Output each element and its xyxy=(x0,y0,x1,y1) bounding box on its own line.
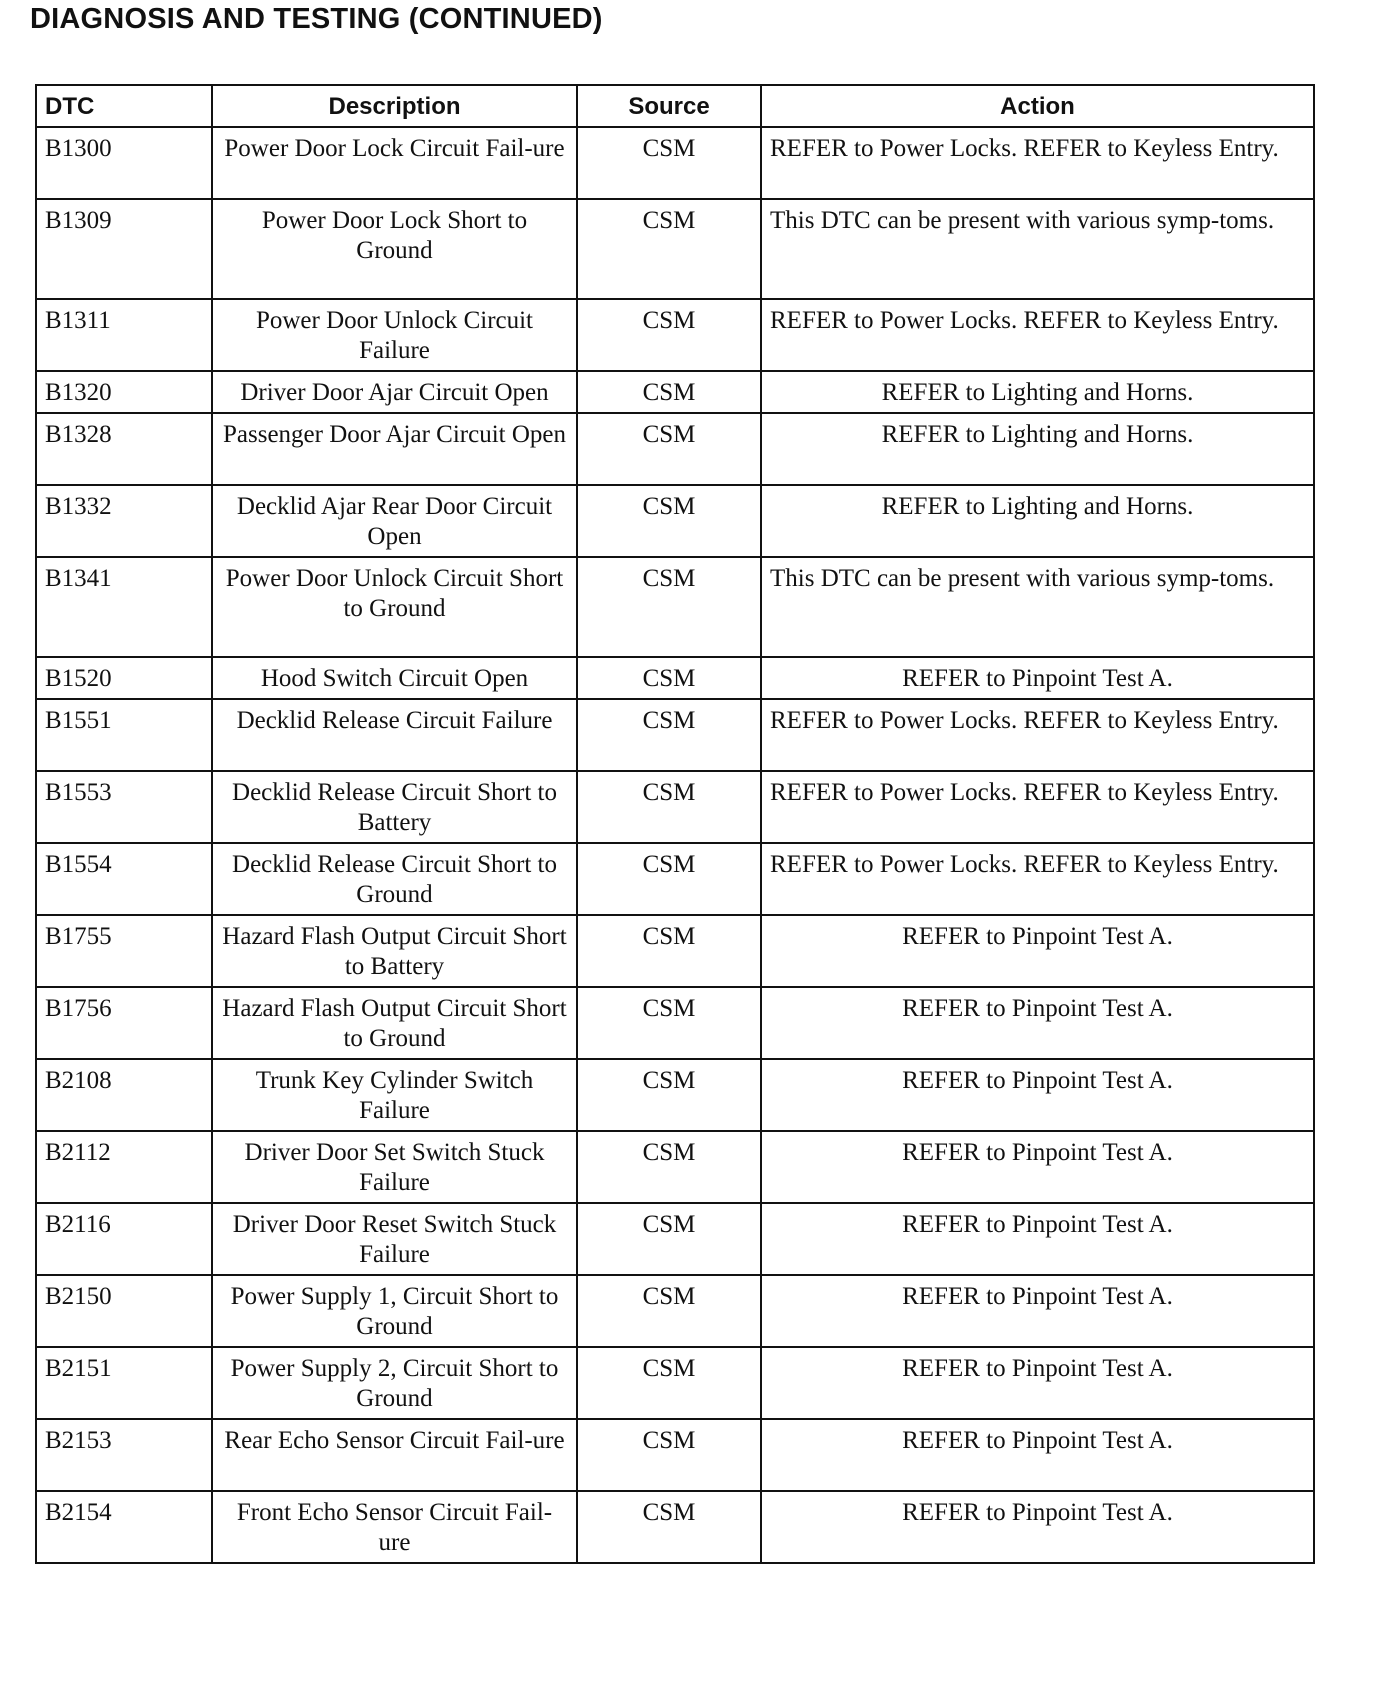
dtc-action: REFER to Pinpoint Test A. xyxy=(761,657,1314,699)
table-row xyxy=(36,843,1314,915)
dtc-description: Driver Door Set Switch Stuck Failure xyxy=(212,1131,577,1203)
dtc-description: Decklid Release Circuit Short to Ground xyxy=(212,843,577,915)
dtc-description: Power Door Unlock Circuit Short to Ground xyxy=(212,557,577,657)
dtc-code: B2150 xyxy=(36,1275,212,1347)
dtc-action: REFER to Pinpoint Test A. xyxy=(761,1275,1314,1347)
dtc-source: CSM xyxy=(577,557,761,657)
table-row xyxy=(36,657,1314,699)
dtc-code: B1311 xyxy=(36,299,212,371)
table-row xyxy=(36,371,1314,413)
dtc-description: Decklid Release Circuit Failure xyxy=(212,699,577,771)
dtc-code: B1332 xyxy=(36,485,212,557)
table-row xyxy=(36,1491,1314,1563)
dtc-source: CSM xyxy=(577,1419,761,1491)
table-row xyxy=(36,299,1314,371)
dtc-code: B1756 xyxy=(36,987,212,1059)
table-row xyxy=(36,485,1314,557)
dtc-source: CSM xyxy=(577,1275,761,1347)
dtc-action: REFER to Power Locks. REFER to Keyless Entry. xyxy=(761,843,1314,915)
dtc-code: B2112 xyxy=(36,1131,212,1203)
dtc-code: B2154 xyxy=(36,1491,212,1563)
dtc-action: This DTC can be present with various symp-toms. xyxy=(761,199,1314,299)
table-row xyxy=(36,1059,1314,1131)
dtc-source: CSM xyxy=(577,485,761,557)
dtc-source: CSM xyxy=(577,1203,761,1275)
dtc-source: CSM xyxy=(577,1491,761,1563)
dtc-code: B2153 xyxy=(36,1419,212,1491)
table-row xyxy=(36,915,1314,987)
dtc-description: Power Supply 1, Circuit Short to Ground xyxy=(212,1275,577,1347)
table-row xyxy=(36,699,1314,771)
dtc-description: Front Echo Sensor Circuit Fail-ure xyxy=(212,1491,577,1563)
dtc-source: CSM xyxy=(577,657,761,699)
dtc-description: Hazard Flash Output Circuit Short to Battery xyxy=(212,915,577,987)
dtc-action: This DTC can be present with various symp-toms. xyxy=(761,557,1314,657)
dtc-action: REFER to Pinpoint Test A. xyxy=(761,915,1314,987)
dtc-description: Trunk Key Cylinder Switch Failure xyxy=(212,1059,577,1131)
dtc-action: REFER to Pinpoint Test A. xyxy=(761,1491,1314,1563)
dtc-action: REFER to Power Locks. REFER to Keyless Entry. xyxy=(761,771,1314,843)
dtc-action: REFER to Lighting and Horns. xyxy=(761,371,1314,413)
header-dtc: DTC xyxy=(36,85,212,127)
dtc-source: CSM xyxy=(577,1059,761,1131)
dtc-description: Hazard Flash Output Circuit Short to Ground xyxy=(212,987,577,1059)
dtc-source: CSM xyxy=(577,371,761,413)
dtc-code: B1320 xyxy=(36,371,212,413)
dtc-code: B2151 xyxy=(36,1347,212,1419)
dtc-action: REFER to Pinpoint Test A. xyxy=(761,1203,1314,1275)
table-row xyxy=(36,557,1314,657)
dtc-source: CSM xyxy=(577,987,761,1059)
dtc-description: Power Door Unlock Circuit Failure xyxy=(212,299,577,371)
dtc-action: REFER to Pinpoint Test A. xyxy=(761,1347,1314,1419)
dtc-code: B2116 xyxy=(36,1203,212,1275)
dtc-code: B1554 xyxy=(36,843,212,915)
dtc-description: Driver Door Ajar Circuit Open xyxy=(212,371,577,413)
dtc-action: REFER to Pinpoint Test A. xyxy=(761,1419,1314,1491)
dtc-action: REFER to Lighting and Horns. xyxy=(761,413,1314,485)
dtc-source: CSM xyxy=(577,127,761,199)
dtc-source: CSM xyxy=(577,413,761,485)
dtc-code: B1520 xyxy=(36,657,212,699)
dtc-description: Decklid Ajar Rear Door Circuit Open xyxy=(212,485,577,557)
dtc-code: B1341 xyxy=(36,557,212,657)
dtc-description: Power Door Lock Circuit Fail-ure xyxy=(212,127,577,199)
table-row xyxy=(36,127,1314,199)
dtc-action: REFER to Power Locks. REFER to Keyless Entry. xyxy=(761,127,1314,199)
dtc-code: B1328 xyxy=(36,413,212,485)
dtc-source: CSM xyxy=(577,699,761,771)
dtc-description: Hood Switch Circuit Open xyxy=(212,657,577,699)
table-row xyxy=(36,771,1314,843)
dtc-source: CSM xyxy=(577,843,761,915)
table-row xyxy=(36,987,1314,1059)
dtc-source: CSM xyxy=(577,1347,761,1419)
table-row xyxy=(36,1419,1314,1491)
header-description: Description xyxy=(212,85,577,127)
table-header-row xyxy=(36,85,1314,127)
dtc-table xyxy=(35,84,1315,1564)
dtc-description: Decklid Release Circuit Short to Battery xyxy=(212,771,577,843)
dtc-source: CSM xyxy=(577,771,761,843)
table-row xyxy=(36,1275,1314,1347)
dtc-code: B1553 xyxy=(36,771,212,843)
dtc-action: REFER to Power Locks. REFER to Keyless Entry. xyxy=(761,299,1314,371)
table-row xyxy=(36,1131,1314,1203)
dtc-description: Driver Door Reset Switch Stuck Failure xyxy=(212,1203,577,1275)
dtc-description: Power Door Lock Short to Ground xyxy=(212,199,577,299)
dtc-action: REFER to Pinpoint Test A. xyxy=(761,1059,1314,1131)
header-source: Source xyxy=(577,85,761,127)
dtc-description: Rear Echo Sensor Circuit Fail-ure xyxy=(212,1419,577,1491)
dtc-action: REFER to Lighting and Horns. xyxy=(761,485,1314,557)
dtc-action: REFER to Power Locks. REFER to Keyless Entry. xyxy=(761,699,1314,771)
table-row xyxy=(36,413,1314,485)
dtc-code: B1755 xyxy=(36,915,212,987)
dtc-source: CSM xyxy=(577,299,761,371)
dtc-action: REFER to Pinpoint Test A. xyxy=(761,1131,1314,1203)
table-row xyxy=(36,1347,1314,1419)
dtc-description: Passenger Door Ajar Circuit Open xyxy=(212,413,577,485)
header-action: Action xyxy=(761,85,1314,127)
dtc-source: CSM xyxy=(577,1131,761,1203)
dtc-description: Power Supply 2, Circuit Short to Ground xyxy=(212,1347,577,1419)
dtc-code: B1551 xyxy=(36,699,212,771)
table-row xyxy=(36,1203,1314,1275)
table-row xyxy=(36,199,1314,299)
dtc-code: B1300 xyxy=(36,127,212,199)
page-title: DIAGNOSIS AND TESTING (CONTINUED) xyxy=(30,3,603,35)
dtc-source: CSM xyxy=(577,199,761,299)
dtc-source: CSM xyxy=(577,915,761,987)
dtc-code: B2108 xyxy=(36,1059,212,1131)
dtc-code: B1309 xyxy=(36,199,212,299)
dtc-action: REFER to Pinpoint Test A. xyxy=(761,987,1314,1059)
